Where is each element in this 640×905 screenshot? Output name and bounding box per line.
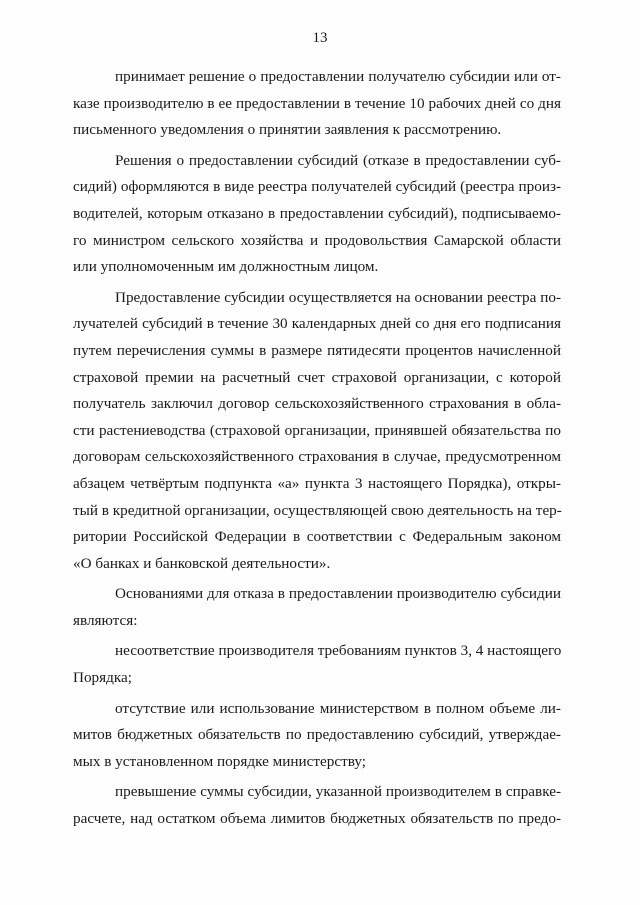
page-number: 13 xyxy=(312,30,328,46)
text-line: или уполномоченным им должностным лицом. xyxy=(73,258,379,276)
text-line: абзацем четвёртым подпункта «а» пункта 3 настоящего Порядка), откры- xyxy=(73,474,561,492)
text-line: ритории Российской Федерации в соответствии с Федеральным законом xyxy=(73,528,561,546)
paragraph xyxy=(73,148,561,281)
text-line: получатель заключил договор сельскохозяйственного страхования в обла- xyxy=(73,395,561,413)
text-line: несоответствие производителя требованиям пунктов 3, 4 настоящего xyxy=(115,642,562,660)
text-line: Порядка; xyxy=(73,669,132,687)
text-line: договорам сельскохозяйственного страхования в случае, предусмотренном xyxy=(73,448,561,466)
text-line: мых в установленном порядке министерству; xyxy=(73,752,366,770)
paragraph xyxy=(73,638,561,691)
document-body xyxy=(73,64,561,833)
text-line: сти растениеводства (страховой организации, принявшей обязательства по xyxy=(73,421,561,439)
text-line: превышение суммы субсидии, указанной производителем в справке- xyxy=(115,783,561,801)
text-line: Решения о предоставлении субсидий (отказе в предоставлении суб- xyxy=(115,151,561,169)
text-line: расчете, над остатком объема лимитов бюджетных обязательств по предо- xyxy=(73,810,561,828)
text-line: водителей, которым отказано в предоставлении субсидий), подписываемо- xyxy=(73,204,561,222)
text-line: тый в кредитной организации, осуществляющей свою деятельность на тер- xyxy=(73,501,562,519)
text-line: сидий) оформляются в виде реестра получателей субсидий (реестра произ- xyxy=(73,178,561,196)
text-line: отсутствие или использование министерством в полном объеме ли- xyxy=(115,699,561,717)
paragraph xyxy=(73,285,561,578)
paragraph xyxy=(73,64,561,144)
paragraph xyxy=(73,779,561,832)
text-line: Предоставление субсидии осуществляется на основании реестра по- xyxy=(115,288,561,306)
text-line: митов бюджетных обязательств по предоставлению субсидий, утверждае- xyxy=(73,726,561,744)
paragraph xyxy=(73,581,561,634)
text-line: страховой премии на расчетный счет страховой организации, с которой xyxy=(73,368,561,386)
text-line: принимает решение о предоставлении получателю субсидии или от- xyxy=(115,68,561,85)
text-line: «О банках и банковской деятельности». xyxy=(73,554,331,572)
text-line: являются: xyxy=(73,611,138,629)
text-line: письменного уведомления о принятии заявления к рассмотрению. xyxy=(73,121,502,139)
text-line: путем перечисления суммы в размере пятидесяти процентов начисленной xyxy=(73,341,561,359)
text-line: казе производителю в ее предоставлении в течение 10 рабочих дней со дня xyxy=(73,94,561,112)
text-line: Основаниями для отказа в предоставлении производителю субсидии xyxy=(115,585,561,603)
text-line: лучателей субсидий в течение 30 календарных дней со дня его подписания xyxy=(73,315,561,333)
text-line: го министром сельского хозяйства и продовольствия Самарской области xyxy=(73,231,561,249)
paragraph xyxy=(73,696,561,776)
